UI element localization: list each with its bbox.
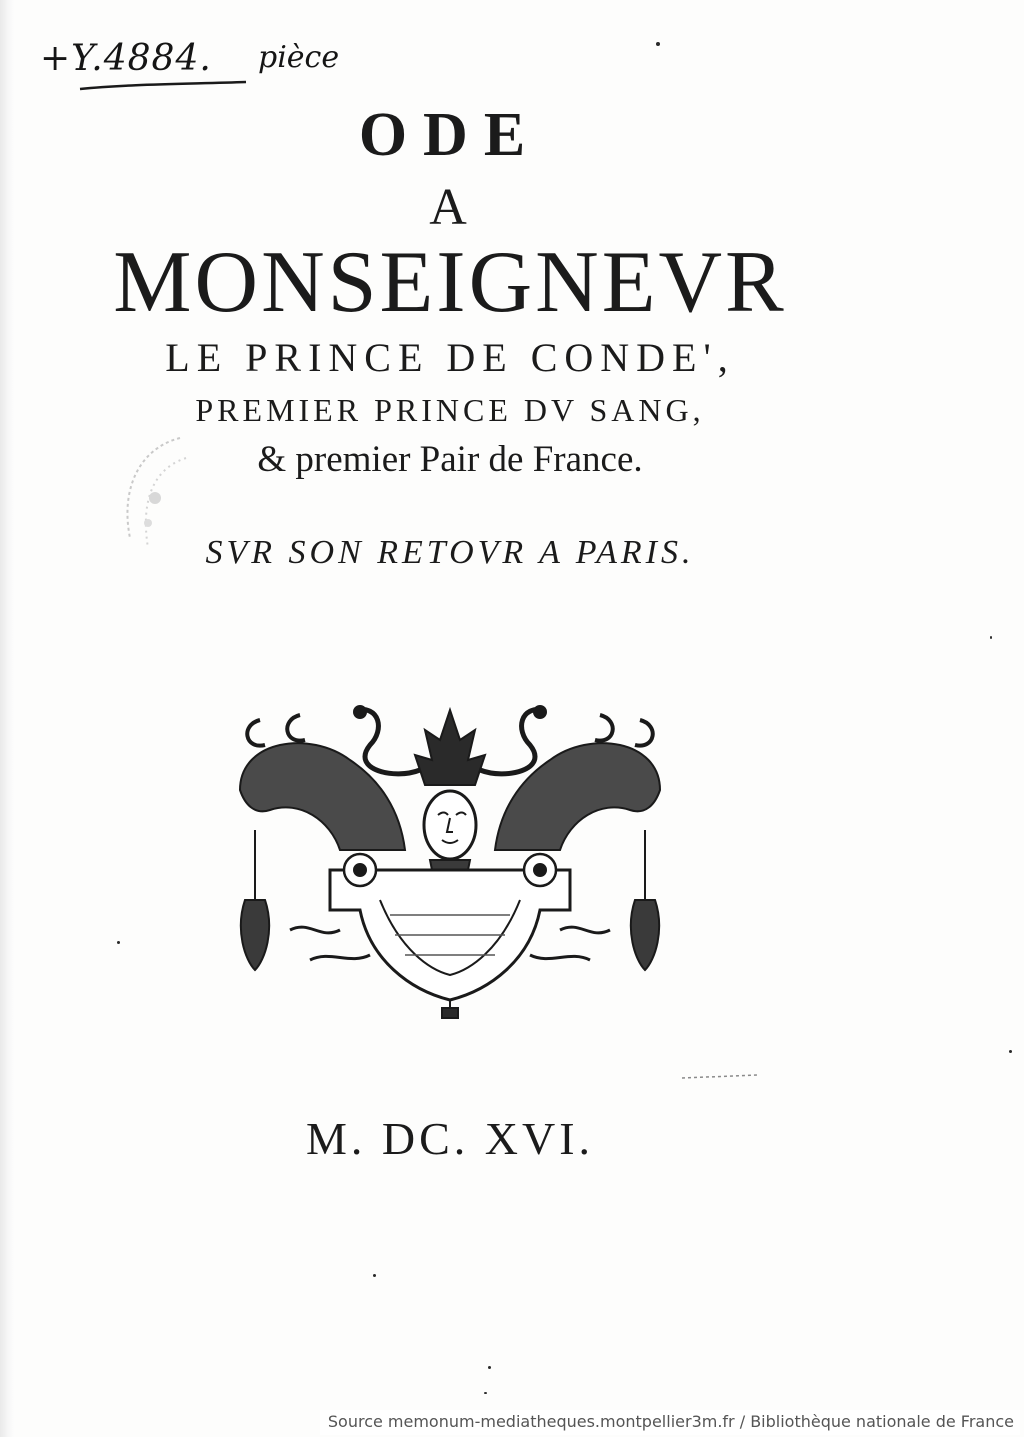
title-a: A bbox=[429, 179, 471, 236]
paper-speck bbox=[488, 1366, 491, 1369]
paper-speck bbox=[656, 42, 660, 46]
paper-speck bbox=[484, 1392, 487, 1394]
title-monseigneur: MONSEIGNEVR bbox=[113, 234, 787, 331]
printers-ornament-woodcut bbox=[220, 700, 680, 1020]
shelfmark-underline bbox=[78, 80, 248, 94]
library-stamp bbox=[100, 428, 190, 578]
title-premier-prince: PREMIER PRINCE DV SANG, bbox=[195, 392, 705, 428]
paper-speck bbox=[373, 1274, 376, 1277]
paper-speck bbox=[1009, 1050, 1012, 1053]
imprint-date: M. DC. XVI. bbox=[305, 1113, 595, 1164]
title-prince-de-conde: LE PRINCE DE CONDE', bbox=[165, 335, 735, 380]
source-attribution: Source memonum-mediatheques.montpellier3m.fr / Bibliothèque nationale de France bbox=[320, 1410, 1020, 1435]
title-premier-pair: & premier Pair de France. bbox=[257, 439, 643, 480]
paper-speck bbox=[990, 636, 992, 639]
paper-speck bbox=[117, 941, 120, 944]
title-sur-son-retour: SVR SON RETOVR A PARIS. bbox=[205, 534, 695, 571]
shelfmark-call-number: +Y.4884. bbox=[40, 38, 212, 79]
title-ode: ODE bbox=[358, 101, 542, 169]
shelfmark-note: pièce bbox=[258, 40, 340, 75]
faint-dash-mark bbox=[680, 1072, 760, 1082]
